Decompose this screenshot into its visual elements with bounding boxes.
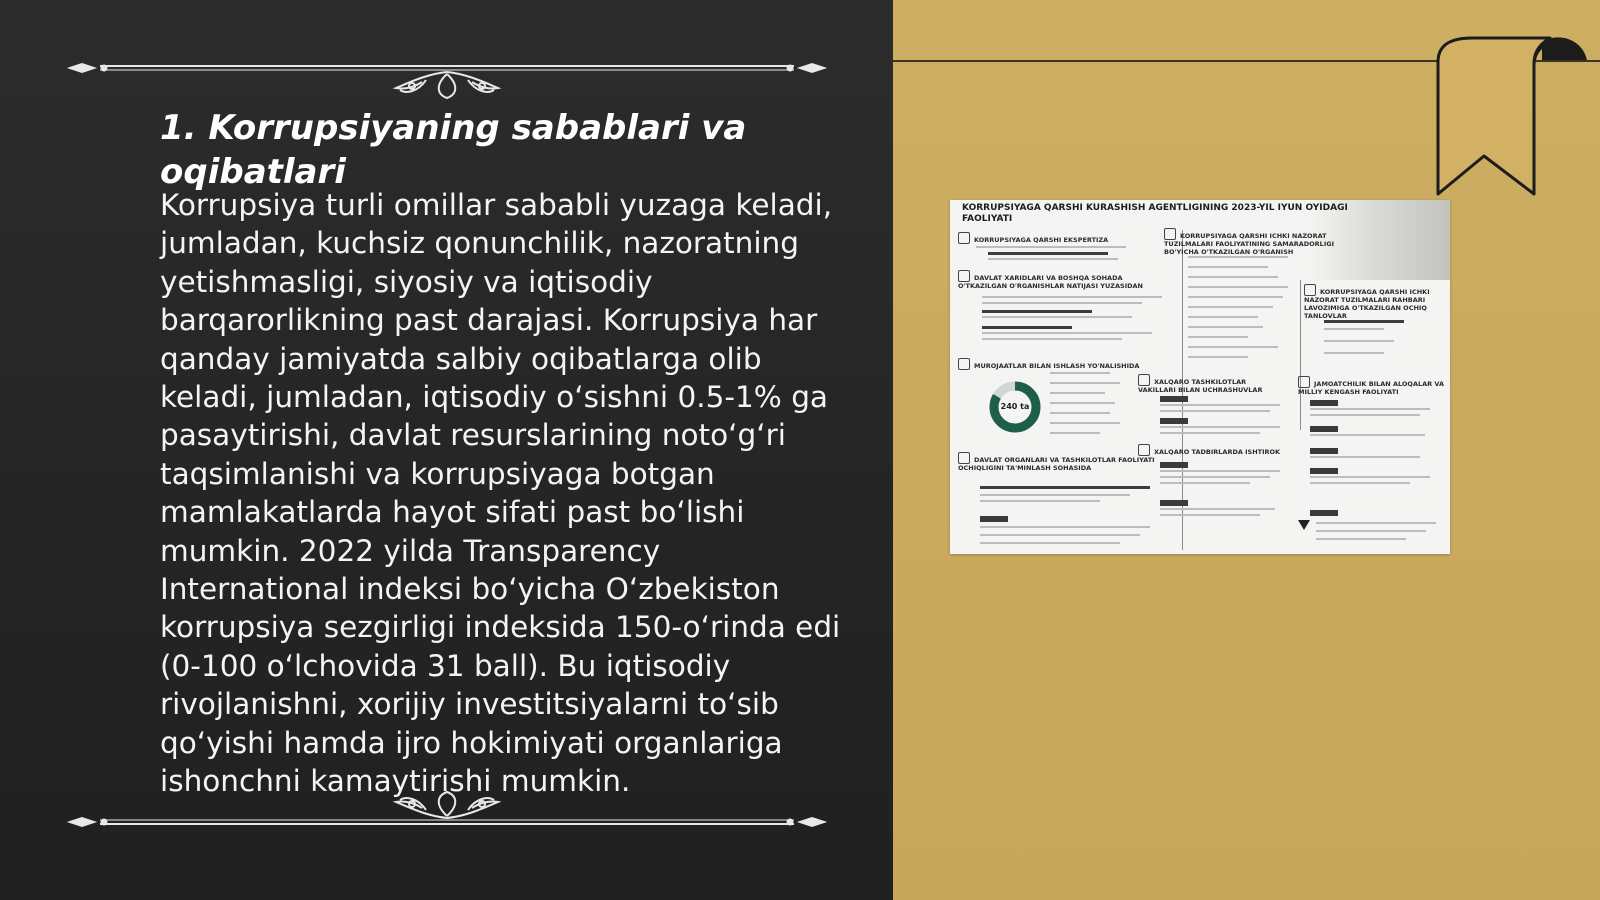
column-divider <box>1300 280 1301 430</box>
info-section: KORRUPSIYAGA QARSHI ICHKI NAZORAT TUZILMALARI FAOLIYATINING SAMARADORLIGI BO'YICHA O'TKAZILGAN O'RGANISH <box>1164 228 1334 256</box>
bottom-ornament-divider <box>66 780 828 840</box>
slide-title: 1. Korrupsiyaning sabablari va oqibatlari <box>160 108 747 192</box>
slide-body-text: Korrupsiya turli omillar sababli yuzaga keladi, jumladan, kuchsiz qonunchilik, nazoratning yetishmasligi, siyosiy va iqtisodiy barqarorlikning past darajasi. Korrupsiya har qanday jamiyatda salbiy oqibatlarga olib keladi, jumladan, iqtisodiy oʻsishni 0.5-1% ga pasaytirishi, davlat resurslarining notoʻgʻri taqsimlanishi va korrupsiyaga botgan mamlakatlarda hayot sifati past boʻlishi mumkin. 2022 yilda Transparency International indeksi boʻyicha Oʻzbekiston korrupsiya sezgirligi indeksida 150-oʻrinda edi (0-100 oʻlchovida 31 ball). Bu iqtisodiy rivojlanishni, xorijiy investitsiyalarni toʻsib qoʻyishi hamda ijro hokimiyati organlariga ishonchni kamaytirishi mumkin. <box>160 188 841 799</box>
infographic-image <box>950 200 1450 554</box>
info-section: KORRUPSIYAGA QARSHI ICHKI NAZORAT TUZILMALARI RAHBARI LAVOZIMIGA O'TKAZILGAN OCHIQ TANLOVLAR <box>1304 284 1446 320</box>
infographic-title: KORRUPSIYAGA QARSHI KURASHISH AGENTLIGINING 2023-YIL IYUN OYIDAGI FAOLIYATI <box>962 203 1348 224</box>
info-section: JAMOATCHILIK BILAN ALOQALAR VA MILLIY KENGASH FAOLIYATI <box>1298 376 1446 396</box>
info-section: KORRUPSIYAGA QARSHI EKSPERTIZA <box>958 232 1168 244</box>
info-section: MUROJAATLAR BILAN ISHLASH YO'NALISHIDA <box>958 358 1178 370</box>
donut-label: 240 ta <box>1000 402 1030 411</box>
top-ornament-divider <box>66 44 828 104</box>
bookmark-ribbon-icon <box>1432 34 1592 204</box>
map-marker-icon <box>1298 520 1310 530</box>
info-section: XALQARO TADBIRLARDA ISHTIROK <box>1138 444 1286 456</box>
info-section: DAVLAT XARIDLARI VA BOSHQA SOHADA O'TKAZILGAN O'RGANISHLAR NATIJASI YUZASIDAN <box>958 270 1173 290</box>
info-section: DAVLAT ORGANLARI VA TASHKILOTLAR FAOLIYATI OCHIQLIGINI TA'MINLASH SOHASIDA <box>958 452 1173 472</box>
info-section: XALQARO TASHKILOTLAR VAKILLARI BILAN UCHRASHUVLAR <box>1138 374 1286 394</box>
